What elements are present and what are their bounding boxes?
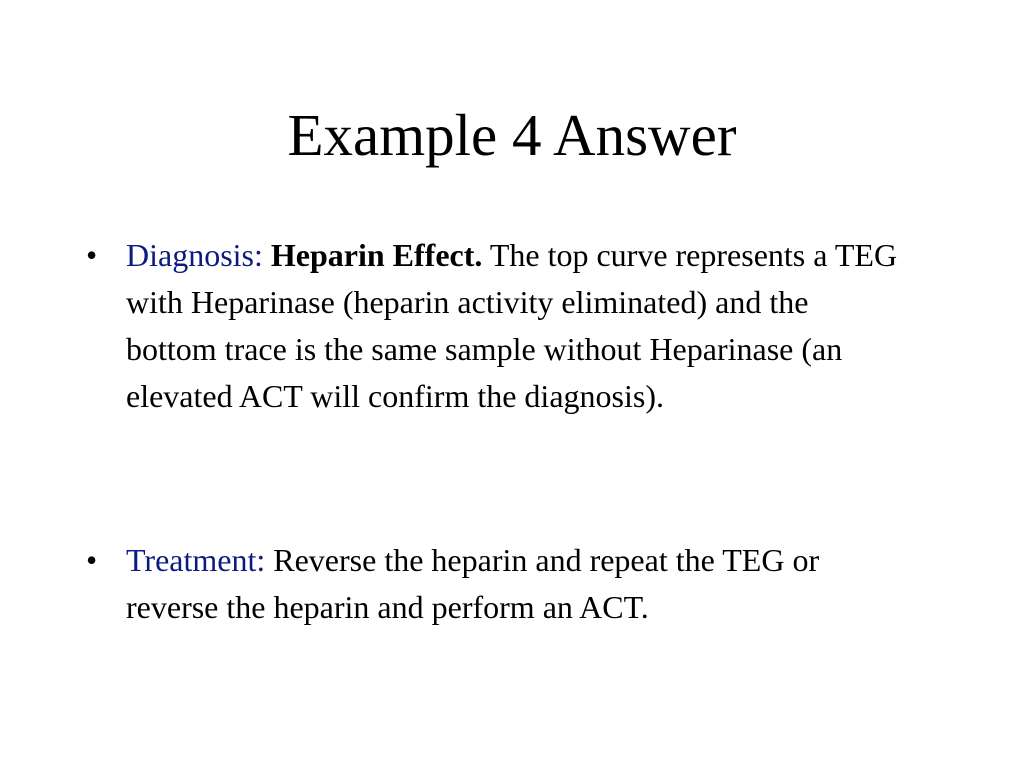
bullet-dot-icon: • — [86, 237, 98, 273]
diagnosis-emphasis: Heparin Effect. — [270, 237, 483, 273]
bullet-item-treatment — [86, 537, 906, 631]
treatment-text: Reverse the heparin and repeat the TEG or reverse the heparin and perform an ACT. — [126, 542, 820, 625]
diagnosis-label: Diagnosis: — [126, 237, 263, 273]
slide-title: Example 4 Answer — [287, 102, 737, 168]
treatment-label: Treatment: — [126, 542, 266, 578]
bullet-dot-icon: • — [86, 542, 98, 578]
diagnosis-text: The top curve represents a TEG with Heparinase (heparin activity eliminated) and the bottom trace is the same sample without Heparinase (an elevated ACT will confirm the diagnosis). — [126, 237, 898, 414]
bullet-item-diagnosis — [86, 232, 906, 420]
